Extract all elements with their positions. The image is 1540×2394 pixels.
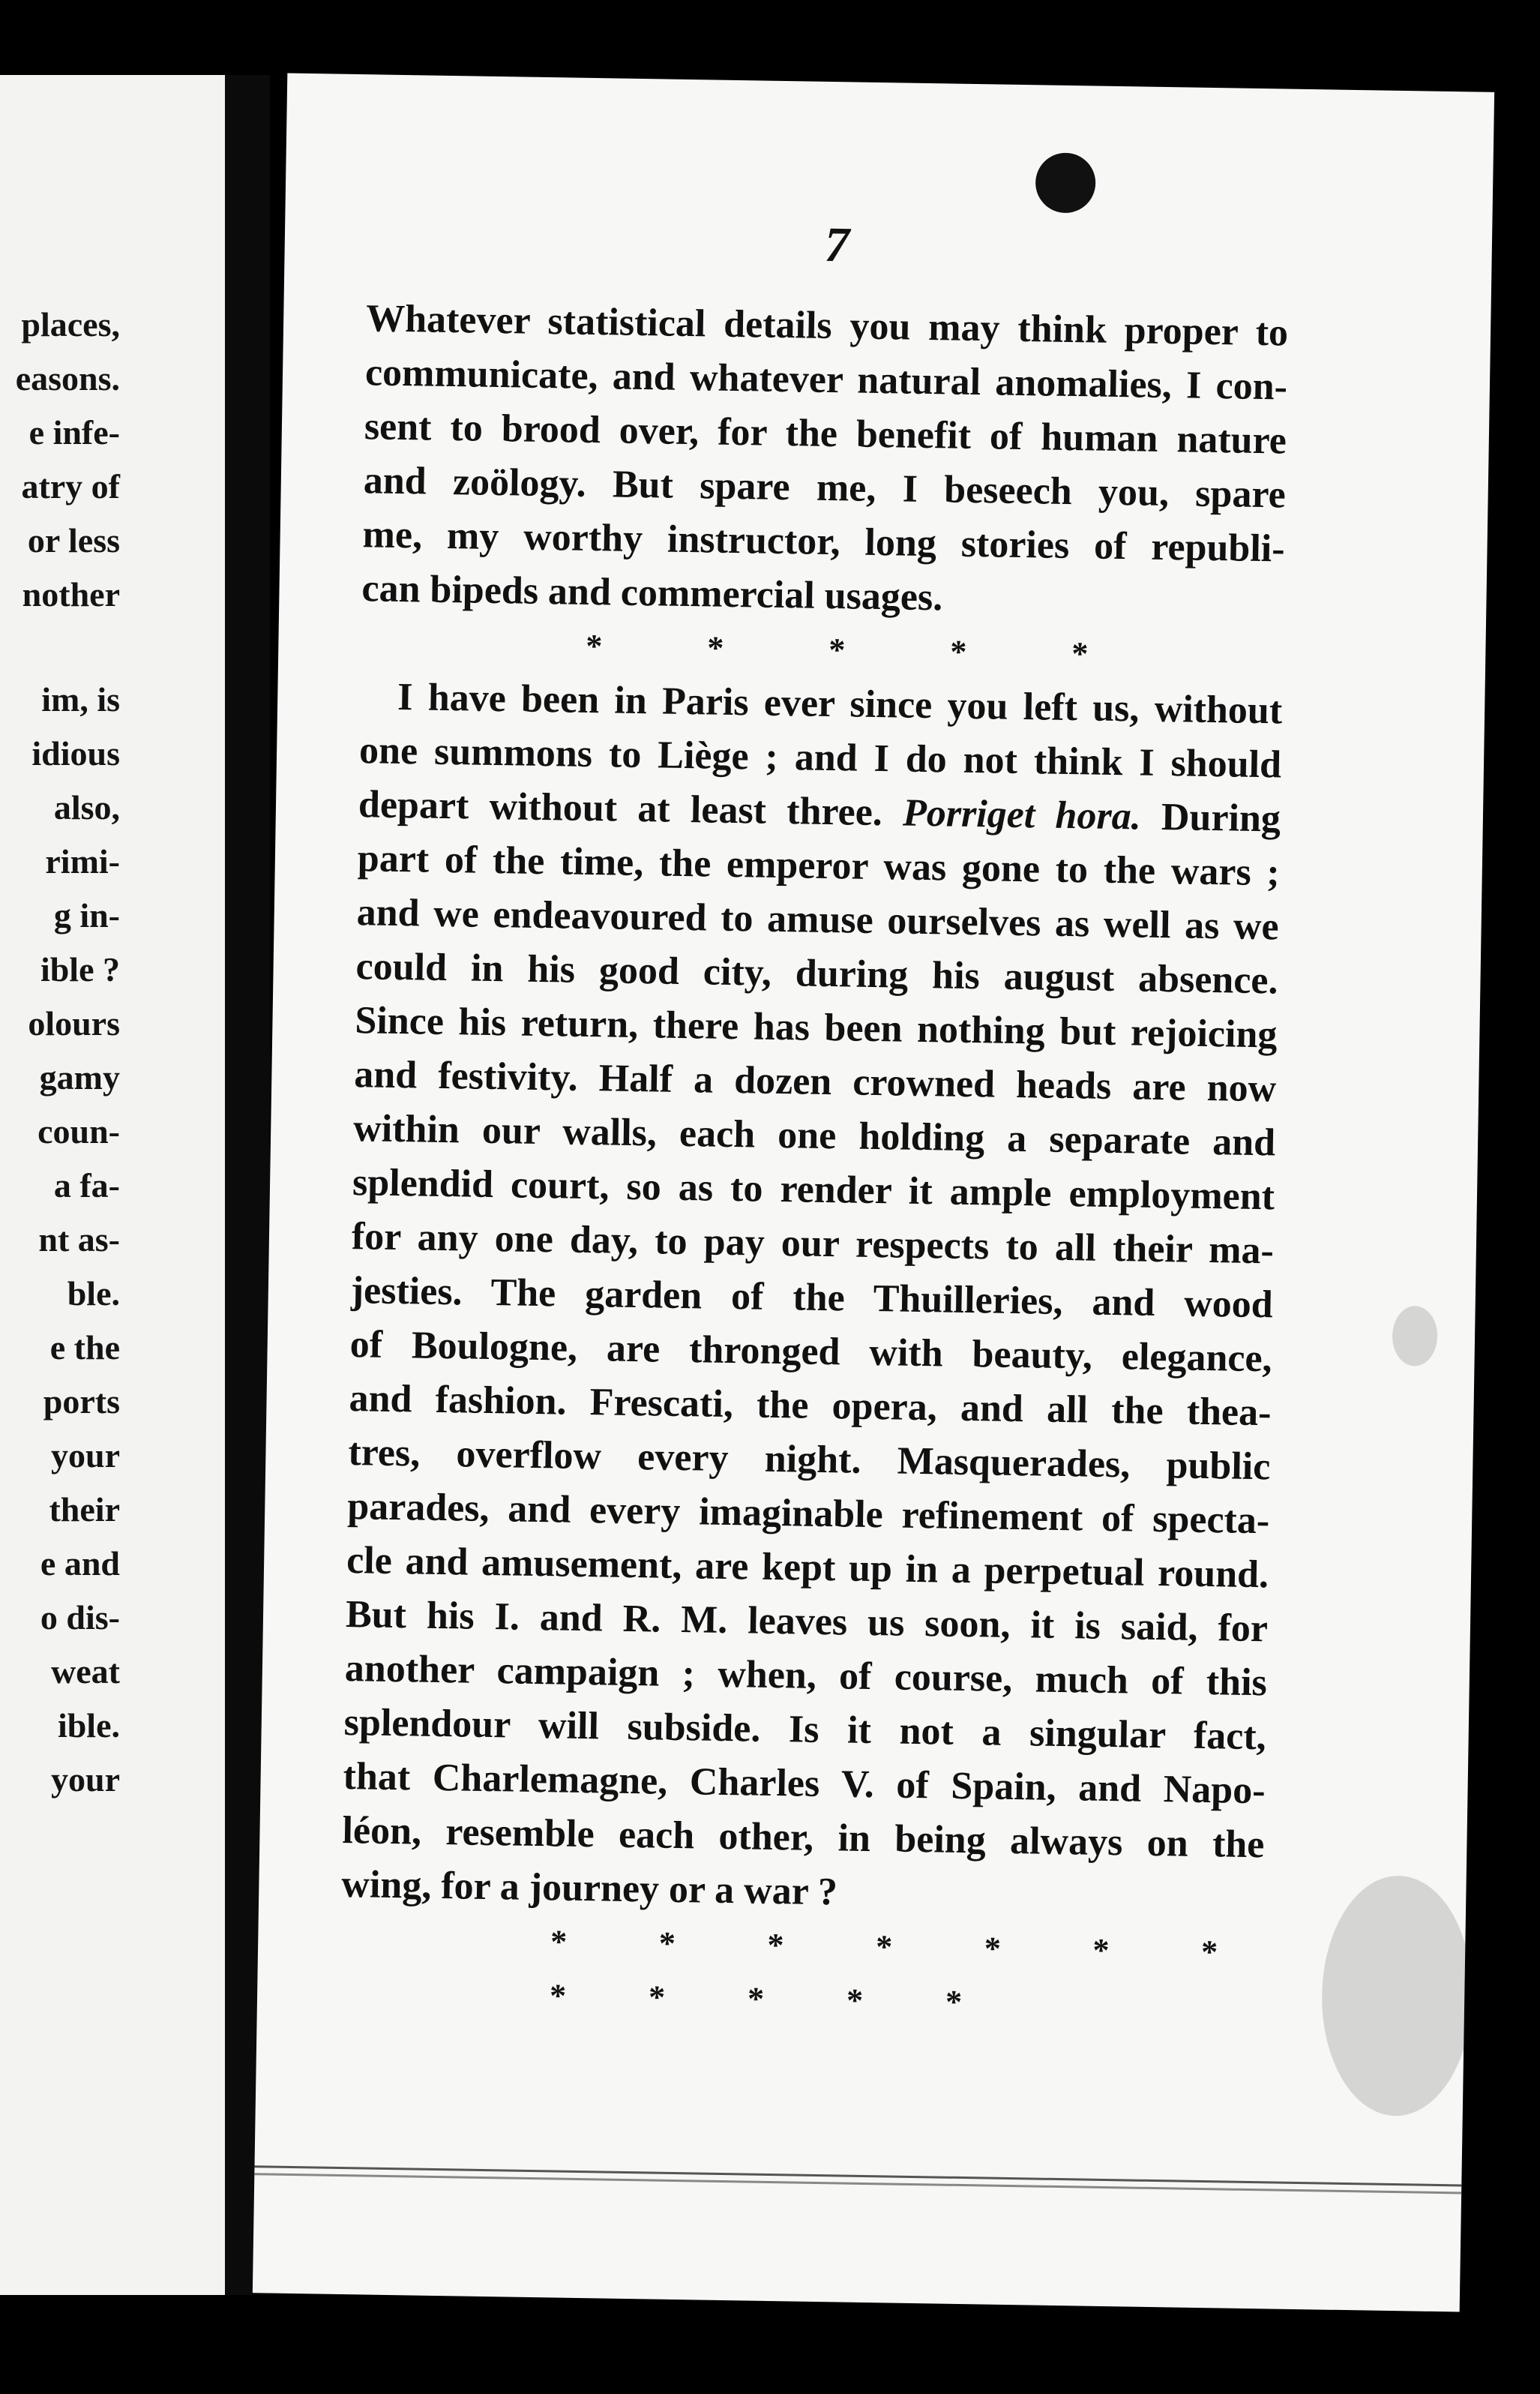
left-fragment: nother [22, 575, 120, 614]
left-fragment: g in- [53, 896, 120, 934]
left-fragment: olours [28, 1004, 120, 1042]
left-fragment: atry of [21, 467, 120, 506]
left-fragment: e infe- [28, 413, 120, 452]
text-line: could in his good city, during his august absence. [355, 945, 1278, 1003]
separator-star: * [549, 1977, 567, 2014]
left-fragment: gamy [39, 1058, 120, 1096]
text-line: splendour will subside. Is it not a singular fact, [343, 1700, 1267, 1759]
left-fragment: ports [43, 1382, 120, 1420]
text-line: can bipeds and commercial usages. [361, 567, 943, 620]
text-line: communicate, and whatever natural anomalies, I con- [364, 351, 1288, 409]
text-run: depart without at least three. [358, 783, 883, 835]
text-line: jesties. The garden of the Thuilleries, and wood [350, 1269, 1274, 1327]
left-fragment: coun- [37, 1112, 120, 1150]
separator-star: * [706, 629, 724, 667]
body-text [340, 292, 1289, 2034]
left-fragment: or less [27, 521, 120, 560]
left-fragment: ible ? [40, 950, 120, 988]
separator-star: * [586, 627, 603, 665]
text-line: me, my worthy instructor, long stories of republi- [362, 513, 1285, 571]
left-fragment: idious [31, 734, 120, 772]
left-fragment: e and [40, 1544, 120, 1582]
separator-star: * [648, 1978, 666, 2016]
text-line: léon, resemble each other, in being always on the [342, 1808, 1265, 1867]
text-run: During [1161, 795, 1281, 841]
text-line: and we endeavoured to amuse ourselves as well as we [356, 891, 1280, 949]
text-line: part of the time, the emperor was gone to the wars ; [357, 837, 1281, 895]
left-fragment: a fa- [53, 1166, 120, 1204]
ink-spot [1035, 152, 1096, 213]
left-fragment: places, [21, 305, 120, 344]
left-fragment: rimi- [45, 842, 120, 880]
left-fragment: e the [49, 1328, 120, 1366]
left-fragment: ible. [57, 1706, 120, 1744]
separator-star: * [658, 1924, 676, 1962]
separator-star: * [828, 631, 846, 669]
text-line: and festivity. Half a dozen crowned heads are now [353, 1053, 1277, 1111]
text-line: But his I. and R. M. leaves us soon, it is said, for [345, 1593, 1269, 1651]
separator-star: * [767, 1926, 784, 1964]
text-line: within our walls, each one holding a separate and [352, 1107, 1276, 1165]
smudge [1392, 1306, 1437, 1366]
text-line: of Boulogne, are thronged with beauty, elegance, [349, 1323, 1273, 1381]
text-line: for any one day, to pay our respects to all their ma- [351, 1215, 1275, 1273]
separator-star: * [949, 633, 967, 670]
book-page [253, 74, 1494, 2312]
text-line: and zoölogy. But spare me, I beseech you, spare [363, 459, 1287, 517]
text-line: splendid court, so as to render it ample employment [352, 1161, 1275, 1219]
left-fragment: im, is [41, 680, 120, 718]
separator-star: * [747, 1980, 765, 2018]
text-line: Whatever statistical details you may think proper to [365, 297, 1289, 355]
left-fragment: easons. [15, 359, 120, 398]
separator-star: * [1092, 1931, 1110, 1970]
separator-star: * [1071, 635, 1089, 673]
text-line: one summons to Liège ; and I do not think I should [358, 729, 1282, 787]
text-line: another campaign ; when, of course, much of this [344, 1647, 1268, 1705]
left-fragment: weat [51, 1652, 120, 1690]
left-fragment: their [49, 1490, 120, 1528]
text-line: Since his return, there has been nothing but rejoicing [355, 999, 1278, 1057]
left-fragment: your [51, 1760, 120, 1798]
text-run: wing, for a journey or a war ? [340, 1862, 838, 1914]
text-line: cle and amusement, are kept up in a perpetual round. [346, 1539, 1269, 1597]
separator-star: * [1200, 1933, 1218, 1971]
text-line: and fashion. Frescati, the opera, and all the thea- [349, 1377, 1272, 1435]
text-line: parades, and every imaginable refinement of specta- [346, 1485, 1270, 1543]
text-line: I have been in Paris ever since you left us, without [397, 675, 1283, 733]
left-fragment: nt as- [38, 1220, 120, 1258]
separator-star: * [945, 1983, 963, 2020]
separator-star: * [550, 1923, 568, 1960]
left-fragment: also, [53, 788, 120, 826]
separator-star: * [846, 1982, 864, 2019]
text-line: that Charlemagne, Charles V. of Spain, and Napo- [343, 1754, 1266, 1813]
page-number: 7 [824, 217, 850, 273]
left-fragment: your [51, 1436, 120, 1474]
separator-star: * [875, 1928, 893, 1966]
left-fragment: o dis- [40, 1598, 120, 1636]
text-line: sent to brood over, for the benefit of human nature [364, 405, 1287, 463]
smudge [1320, 1875, 1474, 2117]
left-fragment: ble. [67, 1274, 120, 1312]
separator-star: * [984, 1930, 1002, 1967]
text-line: tres, overflow every night. Masquerades, public [348, 1431, 1271, 1489]
latin-quote: Porriget hora. [902, 791, 1142, 838]
left-facing-page [0, 75, 225, 2295]
